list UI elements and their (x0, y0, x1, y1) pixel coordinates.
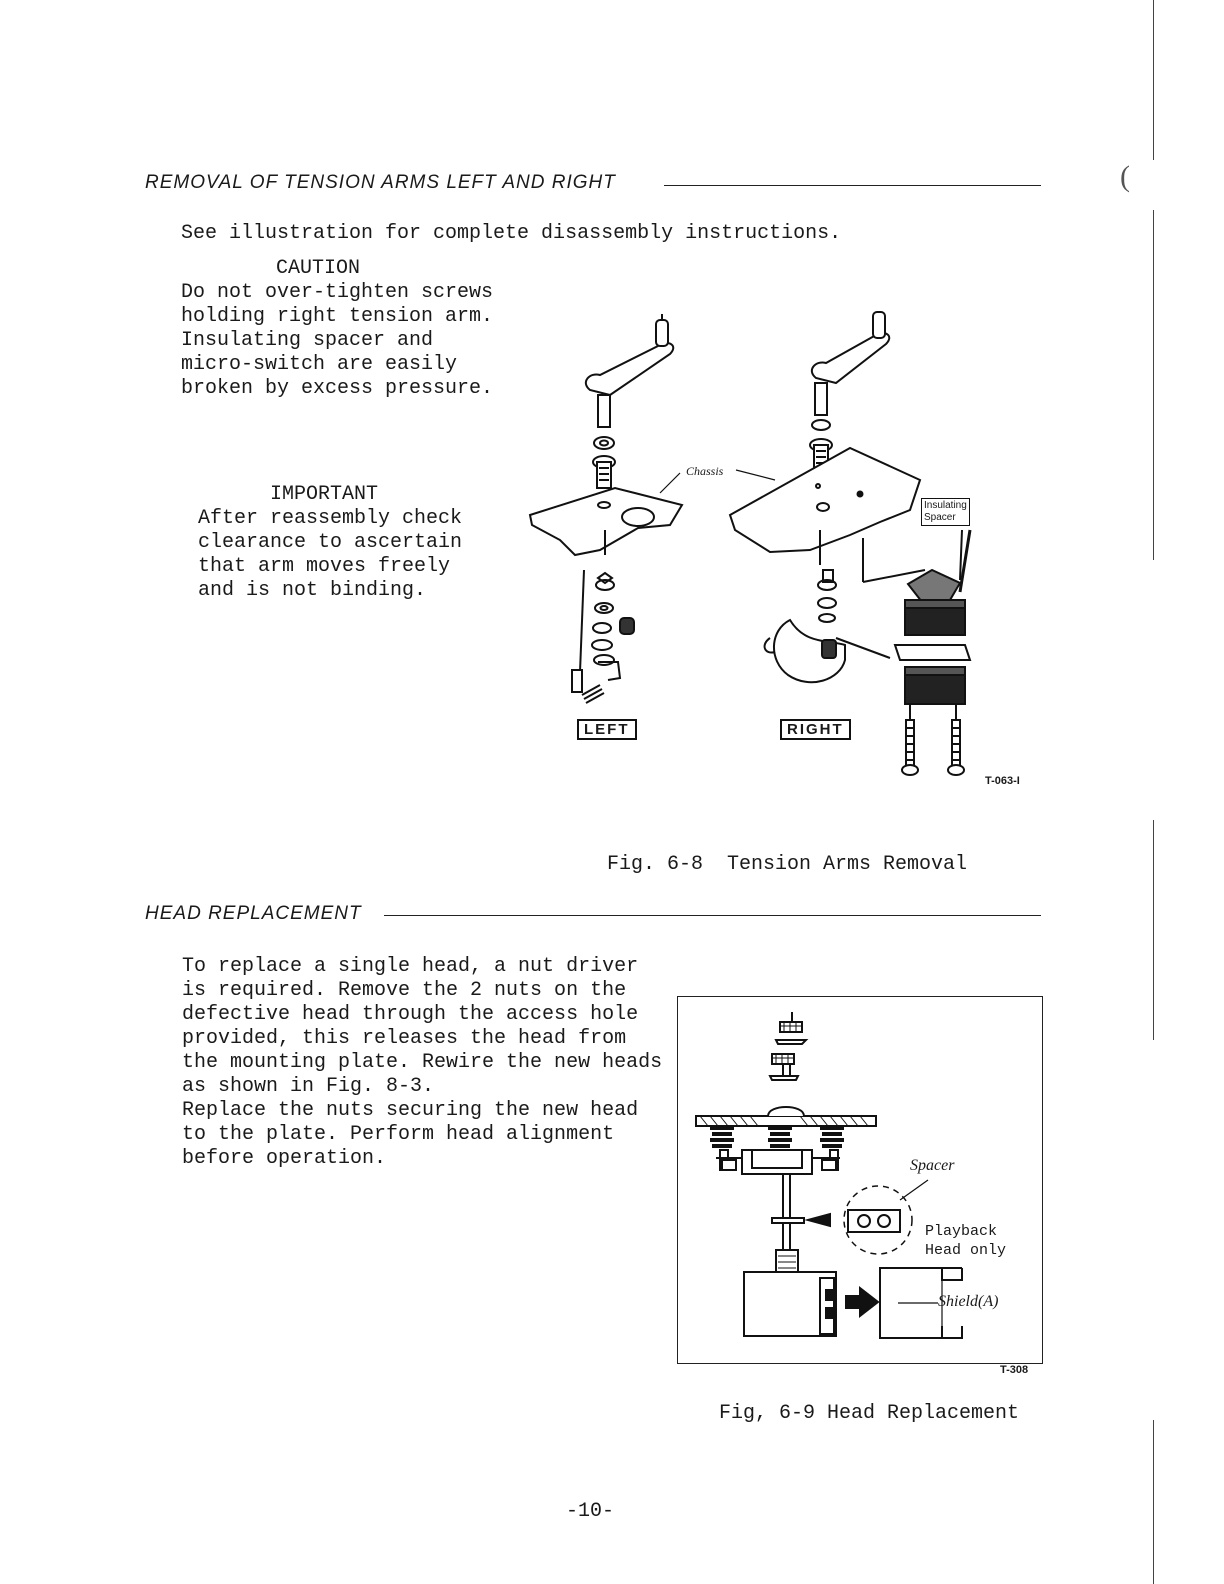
body-line: to the plate. Perform head alignment (182, 1123, 615, 1146)
important-title: IMPORTANT (270, 483, 379, 506)
insulating-spacer-label (921, 498, 970, 526)
section-heading-head-replacement: HEAD REPLACEMENT (145, 903, 362, 924)
caution-body (181, 281, 493, 401)
spacer-label: Spacer (910, 1157, 955, 1174)
body-line: defective head through the access hole (182, 1003, 639, 1026)
caution-line: Do not over-tighten screws (181, 281, 494, 304)
body-line: the mounting plate. Rewire the new heads (182, 1051, 663, 1074)
body-line: provided, this releases the head from (182, 1027, 627, 1050)
shield-label: Shield(A) (938, 1293, 999, 1310)
head-only-label: Head only (925, 1242, 1007, 1259)
spacer-label-line: Spacer (924, 512, 956, 523)
important-line: clearance to ascertain (198, 531, 463, 554)
important-line: that arm moves freely (198, 555, 451, 578)
section-rule-1 (664, 185, 1041, 186)
figure-code-t308: T-308 (1000, 1364, 1029, 1376)
important-line: After reassembly check (198, 507, 463, 530)
margin-line-low (1153, 820, 1154, 1040)
tension-arms-exploded-diagram (520, 300, 1040, 790)
intro-text: See illustration for complete disassembly instructions. (181, 222, 842, 245)
figure-code-t063: T-063-I (985, 775, 1020, 787)
head-replacement-body (182, 955, 662, 1171)
body-line: as shown in Fig. 8-3. (182, 1075, 435, 1098)
body-line: To replace a single head, a nut driver (182, 955, 639, 978)
page-number: -10- (566, 1500, 615, 1523)
margin-paren: ( (1120, 160, 1130, 193)
right-label: RIGHT (780, 719, 851, 740)
left-label: LEFT (577, 719, 637, 740)
insulating-label-line: Insulating (924, 500, 967, 511)
figure-caption-6-9: Fig, 6-9 Head Replacement (719, 1402, 1020, 1425)
chassis-label: Chassis (686, 464, 724, 478)
margin-line-bottom (1153, 1420, 1154, 1584)
caution-line: Insulating spacer and (181, 329, 434, 352)
section-heading-tension-arms: REMOVAL OF TENSION ARMS LEFT AND RIGHT (145, 172, 616, 193)
margin-line-mid (1153, 210, 1154, 560)
important-body (198, 507, 462, 603)
body-line: Replace the nuts securing the new head (182, 1099, 639, 1122)
body-line: before operation. (182, 1147, 387, 1170)
margin-line-top (1153, 0, 1154, 160)
body-line: is required. Remove the 2 nuts on the (182, 979, 627, 1002)
playback-label: Playback (925, 1223, 998, 1240)
caution-line: micro-switch are easily (181, 353, 458, 376)
important-line: and is not binding. (198, 579, 427, 602)
section-rule-2 (384, 915, 1041, 916)
caution-title: CAUTION (276, 257, 361, 280)
figure-caption-6-8: Fig. 6-8 Tension Arms Removal (607, 853, 968, 876)
caution-line: holding right tension arm. (181, 305, 494, 328)
caution-line: broken by excess pressure. (181, 377, 494, 400)
